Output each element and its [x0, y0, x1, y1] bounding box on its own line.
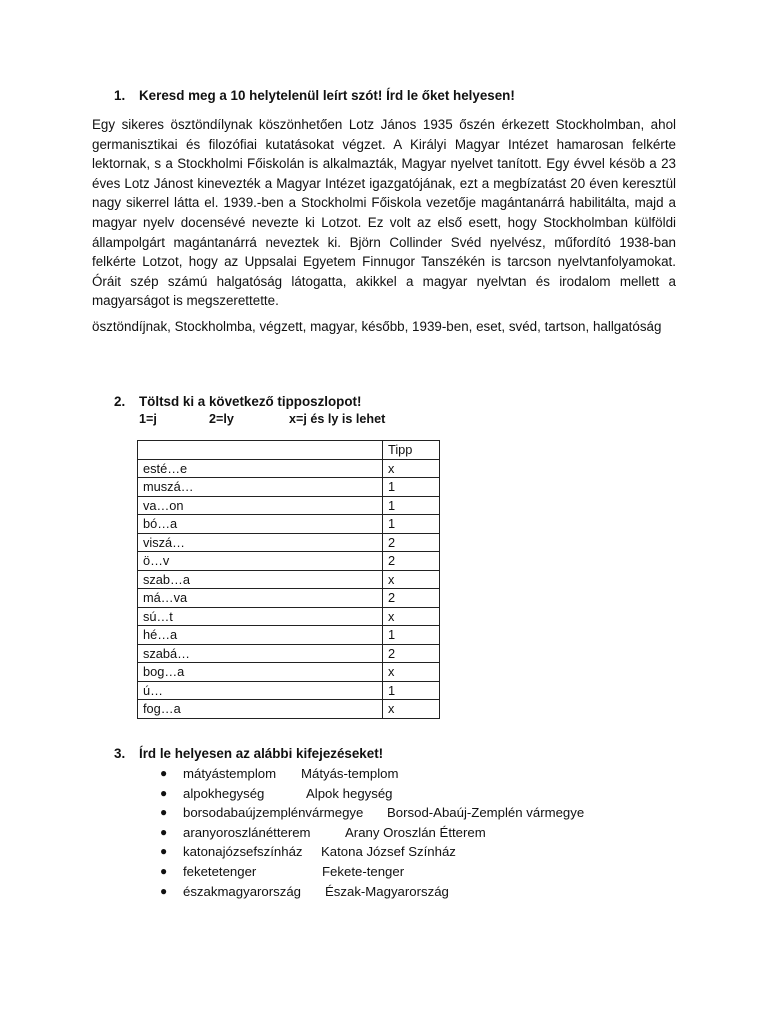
correct-expression: Katona József Színház [321, 844, 456, 860]
table-row [138, 552, 440, 571]
word-cell: ú… [138, 681, 383, 700]
tip-cell: x [383, 700, 440, 719]
list-item [137, 784, 393, 804]
table-row [138, 515, 440, 534]
tip-cell: 2 [383, 552, 440, 571]
table-row [138, 607, 440, 626]
bullet-icon: ● [160, 824, 168, 839]
word-cell: sú…t [138, 607, 383, 626]
word-cell: szabá… [138, 644, 383, 663]
table-row [138, 663, 440, 682]
tip-cell: 2 [383, 644, 440, 663]
word-cell: hé…a [138, 626, 383, 645]
word-cell: va…on [138, 496, 383, 515]
task1-heading [114, 88, 515, 103]
table-row [138, 533, 440, 552]
task3-title: Írd le helyesen az alábbi kifejezéseket! [139, 746, 384, 761]
wrong-expression: alpokhegység [183, 785, 265, 801]
correct-expression: Mátyás-templom [301, 766, 399, 781]
table-row [138, 478, 440, 497]
word-cell: bó…a [138, 515, 383, 534]
legend-j: 1=j [139, 412, 157, 426]
word-cell: fog…a [138, 700, 383, 719]
tip-cell: 2 [383, 533, 440, 552]
task3-heading [114, 746, 383, 761]
table-row [138, 459, 440, 478]
wrong-expression: borsodabaújzemplénvármegye [183, 805, 364, 821]
correct-expression: Fekete-tenger [322, 863, 405, 879]
header-tip-cell: Tipp [383, 441, 440, 460]
tip-cell: x [383, 459, 440, 478]
task2-title: Töltsd ki a következő tipposzlopot! [139, 394, 362, 409]
correct-expression: Észak-Magyarország [325, 883, 449, 899]
bullet-icon: ● [160, 766, 168, 780]
wrong-expression: mátyástemplom [183, 766, 277, 781]
word-cell: ö…v [138, 552, 383, 571]
wrong-expression: feketetenger [183, 863, 257, 879]
table-row [138, 570, 440, 589]
bullet-icon: ● [160, 844, 168, 859]
expression-list [137, 764, 585, 901]
tip-cell: 1 [383, 496, 440, 515]
task1-title: Keresd meg a 10 helytelenül leírt szót! Írd le őket helyesen! [139, 88, 515, 103]
tip-cell: 1 [383, 626, 440, 645]
task2-heading [114, 394, 361, 409]
correct-expression: Borsod-Abaúj-Zemplén vármegye [387, 805, 585, 821]
list-item [137, 764, 399, 784]
tip-cell: x [383, 607, 440, 626]
word-cell: szab…a [138, 570, 383, 589]
wrong-expression: északmagyarország [183, 883, 302, 899]
legend-both: x=j és ly is lehet [289, 412, 386, 426]
task3-number: 3. [114, 746, 126, 761]
correct-expression: Alpok hegység [306, 785, 393, 801]
bullet-icon: ● [160, 863, 168, 878]
list-item [137, 862, 405, 882]
tip-cell: x [383, 570, 440, 589]
tip-cell: 1 [383, 681, 440, 700]
list-item [137, 882, 449, 902]
wrong-expression: aranyoroszlánétterem [183, 824, 311, 840]
table-row [138, 589, 440, 608]
word-cell: esté…e [138, 459, 383, 478]
tip-cell: x [383, 663, 440, 682]
task1-paragraph: Egy sikeres ösztöndílynak köszönhetően Lotz János 1935 őszén érkezett Stockholmban, ahol germanisztikai és filozófiai kutatásokat végzet. A Királyi Magyar Intézet hamarosan felkérte lektornak, s a Stockholmi Főiskolán is alkalmazták, Magyar nyelvet tanított. Egy évvel késöb a 23 éves Lotz Jánost kinevezték a Magyar Intézet igazgatójának, ezt a megbízatást 20 éven keresztül nagy sikerrel látta el. 1939.-ben a Stockholmi Főiskola vezetője magántanárrá habilitálta, majd a magyar nyelv docensévé nevezte ki Lotzot. Ez volt az első esett, hogy Stockholmban külföldi állampolgárt magántanárrá neveztek ki. Björn Collinder Svéd nyelvész, műfordító 1938-ban felkérte Lotzot, hogy az Uppsalai Egyetem Finnugor Tanszékén is tarcson nyelvtanfolyamokat. Óráit szép számú halgatóság látogatta, akikkel a magyar nyelvtan és irodalom mellett a magyarságot is megszerettette. [92, 117, 676, 309]
table-row [138, 700, 440, 719]
task1-answer: ösztöndíjnak, Stockholmba, végzett, magyar, később, 1939-ben, eset, svéd, tartson, hallgatóság [92, 319, 662, 334]
table-row [138, 496, 440, 515]
legend-ly: 2=ly [209, 412, 234, 426]
tip-table [137, 440, 440, 719]
task1-number: 1. [114, 88, 126, 103]
table-row [138, 681, 440, 700]
correct-expression: Arany Oroszlán Étterem [345, 824, 486, 840]
task2-number: 2. [114, 394, 126, 409]
tip-table-header [138, 441, 440, 460]
wrong-expression: katonajózsefszínház [183, 844, 303, 860]
bullet-icon: ● [160, 805, 168, 820]
header-word-cell [138, 441, 383, 460]
table-row [138, 644, 440, 663]
list-item [137, 842, 456, 862]
word-cell: muszá… [138, 478, 383, 497]
word-cell: má…va [138, 589, 383, 608]
bullet-icon: ● [160, 785, 168, 800]
tip-cell: 1 [383, 478, 440, 497]
list-item [137, 823, 486, 843]
word-cell: viszá… [138, 533, 383, 552]
tip-cell: 2 [383, 589, 440, 608]
word-cell: bog…a [138, 663, 383, 682]
table-row [138, 626, 440, 645]
bullet-icon: ● [160, 883, 168, 898]
list-item [137, 803, 585, 823]
tip-cell: 1 [383, 515, 440, 534]
